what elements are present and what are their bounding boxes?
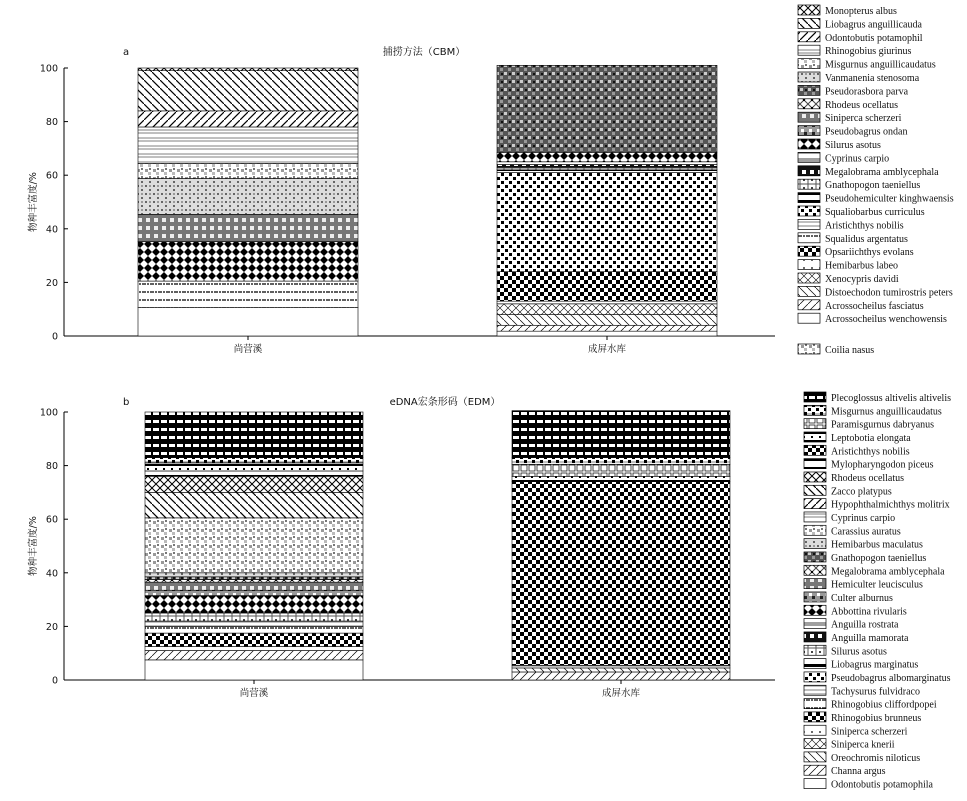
y-tick-label: 20 bbox=[45, 277, 58, 289]
legend-swatch bbox=[798, 260, 820, 270]
bar-segment bbox=[497, 325, 717, 331]
x-tick-label: 成屏水库 bbox=[587, 344, 627, 355]
bar-segment bbox=[145, 590, 363, 595]
bar-segment bbox=[138, 178, 358, 214]
legend-label: Aristichthys nobilis bbox=[825, 220, 904, 232]
legend-label: Pseudohemiculter kinghwaensis bbox=[825, 193, 954, 205]
legend-swatch bbox=[798, 313, 820, 323]
x-tick-label: 成屏水库 bbox=[601, 688, 641, 699]
panel-b bbox=[27, 392, 951, 791]
bar-segment bbox=[138, 163, 358, 178]
legend-label: Rhinogobius cliffordpopei bbox=[831, 699, 937, 711]
legend-swatch bbox=[804, 659, 826, 669]
legend-label: Monopterus albus bbox=[825, 6, 897, 17]
legend-label: Pseudorasbora parva bbox=[825, 86, 909, 98]
legend-label: Pseudobagrus ondan bbox=[825, 126, 908, 138]
bar-segment bbox=[512, 411, 730, 458]
legend-swatch bbox=[798, 112, 820, 122]
legend-swatch bbox=[804, 445, 826, 455]
legend-swatch bbox=[804, 779, 826, 789]
bar-segment bbox=[138, 242, 358, 281]
legend-label: Tachysurus fulvidraco bbox=[831, 686, 920, 698]
bar-segment bbox=[145, 633, 363, 646]
legend-label: Opsariichthys evolans bbox=[825, 247, 914, 259]
legend-swatch bbox=[804, 405, 826, 415]
panel-b-title: eDNA宏条形码（EDM） bbox=[389, 397, 501, 408]
legend-swatch bbox=[798, 179, 820, 189]
bar-segment bbox=[497, 331, 717, 336]
bar-segment bbox=[145, 596, 363, 613]
legend-swatch bbox=[798, 99, 820, 109]
legend-label: Hemibarbus labeo bbox=[825, 260, 899, 272]
bar-segment bbox=[497, 152, 717, 161]
legend-swatch bbox=[804, 632, 826, 642]
legend-swatch bbox=[804, 685, 826, 695]
bar-segment bbox=[145, 463, 363, 471]
legend-swatch bbox=[804, 459, 826, 469]
legend-swatch bbox=[804, 432, 826, 442]
bar-segment bbox=[138, 308, 358, 336]
legend-swatch bbox=[798, 126, 820, 136]
legend-label: Misgurnus anguillicaudatus bbox=[831, 406, 942, 418]
panel-a-title: 捕捞方法（CBM） bbox=[382, 47, 466, 58]
legend-label: Xenocypris davidi bbox=[825, 274, 899, 285]
y-tick-label: 60 bbox=[45, 170, 58, 182]
bar-segment bbox=[512, 482, 730, 666]
legend-label: Gnathopogon taeniellus bbox=[825, 180, 921, 192]
legend-swatch bbox=[804, 765, 826, 775]
legend-swatch bbox=[798, 286, 820, 296]
bar-segment bbox=[145, 621, 363, 626]
legend-label: Squaliobarbus curriculus bbox=[825, 207, 925, 218]
legend-label: Leptobotia elongata bbox=[831, 432, 911, 444]
y-tick-label: 40 bbox=[45, 224, 58, 236]
bar-segment bbox=[145, 651, 363, 660]
y-tick-label: 40 bbox=[45, 568, 58, 580]
legend-label: Misgurnus anguillicaudatus bbox=[825, 59, 936, 71]
bar-segment bbox=[138, 127, 358, 163]
bar-segment bbox=[497, 304, 717, 315]
legend-label: Aristichthys nobilis bbox=[831, 446, 910, 458]
legend-label: Mylopharyngodon piceus bbox=[831, 459, 934, 471]
legend-label: Anguilla mamorata bbox=[831, 632, 909, 644]
legend-swatch bbox=[804, 605, 826, 615]
bar-segment bbox=[145, 412, 363, 458]
bar-segment bbox=[512, 476, 730, 481]
legend-swatch bbox=[804, 579, 826, 589]
panel-b-legend bbox=[804, 392, 951, 791]
legend-swatch bbox=[804, 725, 826, 735]
legend-swatch bbox=[798, 72, 820, 82]
y-axis-label: 物种丰富度/% bbox=[28, 516, 39, 576]
bar-segment bbox=[497, 65, 717, 152]
legend-swatch bbox=[798, 273, 820, 283]
legend-label: Rhinogobius giurinus bbox=[825, 46, 912, 58]
bar-segment bbox=[145, 580, 363, 583]
bar-segment bbox=[138, 68, 358, 71]
legend-swatch bbox=[804, 525, 826, 535]
bar-segment bbox=[145, 582, 363, 590]
legend-swatch bbox=[804, 645, 826, 655]
panel-a-legend bbox=[798, 5, 954, 356]
legend-swatch bbox=[798, 18, 820, 28]
legend-label: Siniperca scherzeri bbox=[825, 113, 902, 125]
bar-segment bbox=[145, 577, 363, 580]
y-tick-label: 0 bbox=[51, 675, 58, 687]
legend-label: Distoechodon tumirostris peters bbox=[825, 287, 953, 299]
legend-label: Liobagrus marginatus bbox=[831, 659, 919, 671]
legend-swatch bbox=[804, 539, 826, 549]
legend-swatch bbox=[798, 59, 820, 69]
legend-label: Coilia nasus bbox=[825, 345, 875, 356]
y-tick-label: 0 bbox=[51, 331, 58, 343]
legend-label: Megalobrama amblycephala bbox=[831, 566, 945, 578]
legend-swatch bbox=[798, 246, 820, 256]
legend-label: Anguilla rostrata bbox=[831, 619, 899, 631]
bar-segment bbox=[145, 476, 363, 492]
legend-label: Silurus asotus bbox=[831, 646, 887, 658]
legend-swatch bbox=[804, 752, 826, 762]
bar-segment bbox=[138, 281, 358, 308]
legend-label: Gnathopogon taeniellus bbox=[831, 552, 927, 564]
legend-label: Megalobrama amblycephala bbox=[825, 166, 939, 178]
legend-swatch bbox=[798, 32, 820, 42]
legend-swatch bbox=[804, 485, 826, 495]
legend-label: Cyprinus carpio bbox=[825, 153, 890, 165]
legend-label: Rhodeus ocellatus bbox=[831, 472, 905, 484]
bar-segment bbox=[512, 665, 730, 668]
legend-swatch bbox=[798, 219, 820, 229]
bar-segment bbox=[145, 492, 363, 517]
legend-swatch bbox=[798, 206, 820, 216]
legend-swatch bbox=[798, 166, 820, 176]
bar-segment bbox=[138, 111, 358, 127]
panel-a-plot bbox=[27, 64, 775, 356]
legend-swatch bbox=[804, 419, 826, 429]
legend-label: Hemiculter leucisculus bbox=[831, 579, 923, 591]
bar-segment bbox=[145, 471, 363, 476]
bar-segment bbox=[512, 672, 730, 680]
legend-label: Odontobutis potamophila bbox=[831, 779, 933, 791]
bar-segment bbox=[145, 613, 363, 621]
legend-label: Odontobutis potamophil bbox=[825, 32, 923, 44]
y-tick-label: 100 bbox=[39, 63, 58, 75]
legend-label: Cyprinus carpio bbox=[831, 512, 896, 524]
bar-segment bbox=[497, 162, 717, 165]
legend-swatch bbox=[804, 712, 826, 722]
legend-label: Hemibarbus maculatus bbox=[831, 539, 923, 551]
legend-label: Paramisgurnus dabryanus bbox=[831, 419, 935, 431]
bar-segment bbox=[497, 170, 717, 173]
bar-segment bbox=[497, 167, 717, 170]
bar-segment bbox=[145, 647, 363, 651]
x-tick-label: 尚营溪 bbox=[233, 344, 263, 355]
legend-swatch bbox=[804, 392, 826, 402]
bar-segment bbox=[145, 626, 363, 633]
legend-label: Rhinogobius brunneus bbox=[831, 712, 922, 724]
legend-swatch bbox=[798, 233, 820, 243]
bar-segment bbox=[145, 660, 363, 680]
legend-label: Abbottina rivularis bbox=[831, 606, 907, 618]
legend-label: Oreochromis niloticus bbox=[831, 752, 921, 764]
legend-label: Silurus asotus bbox=[825, 140, 881, 151]
legend-label: Culter alburnus bbox=[831, 592, 893, 604]
bar-segment bbox=[497, 272, 717, 301]
legend-swatch bbox=[804, 472, 826, 482]
bar-segment bbox=[497, 173, 717, 272]
legend-label: Siniperca scherzeri bbox=[831, 726, 908, 738]
legend-swatch bbox=[798, 85, 820, 95]
legend-label: Vanmanenia stenosoma bbox=[825, 73, 920, 84]
legend-label: Carassius auratus bbox=[831, 526, 901, 538]
legend-label: Plecoglossus altivelis altivelis bbox=[831, 393, 951, 404]
legend-label: Zacco platypus bbox=[831, 486, 892, 498]
panel-a-label: a bbox=[123, 47, 130, 58]
legend-label: Rhodeus ocellatus bbox=[825, 99, 899, 111]
panel-b-label: b bbox=[123, 397, 130, 408]
bar-segment bbox=[497, 315, 717, 326]
legend-label: Acrossocheilus fasciatus bbox=[825, 300, 924, 312]
bar-segment bbox=[512, 458, 730, 465]
panel-a bbox=[27, 5, 954, 356]
legend-label: Siniperca knerii bbox=[831, 739, 895, 751]
legend-swatch bbox=[798, 152, 820, 162]
legend-swatch bbox=[804, 672, 826, 682]
bar-segment bbox=[145, 458, 363, 463]
bar-segment bbox=[145, 518, 363, 573]
y-tick-label: 100 bbox=[39, 407, 58, 419]
legend-swatch bbox=[804, 739, 826, 749]
legend-swatch bbox=[804, 499, 826, 509]
bar-segment bbox=[512, 464, 730, 476]
legend-swatch bbox=[798, 5, 820, 15]
bar-segment bbox=[512, 668, 730, 672]
y-tick-label: 80 bbox=[45, 461, 58, 473]
y-axis-label: 物种丰富度/% bbox=[28, 172, 39, 232]
legend-swatch bbox=[804, 512, 826, 522]
legend-swatch bbox=[804, 552, 826, 562]
legend-swatch bbox=[804, 592, 826, 602]
legend-swatch bbox=[798, 300, 820, 310]
legend-swatch bbox=[798, 193, 820, 203]
legend-label: Acrossocheilus wenchowensis bbox=[825, 314, 947, 326]
legend-swatch bbox=[798, 344, 820, 354]
y-tick-label: 80 bbox=[45, 117, 58, 129]
bar-segment bbox=[497, 164, 717, 167]
panel-b-plot bbox=[27, 408, 775, 700]
x-tick-label: 尚营溪 bbox=[239, 688, 269, 699]
legend-swatch bbox=[798, 139, 820, 149]
bar-segment bbox=[138, 71, 358, 111]
legend-label: Channa argus bbox=[831, 766, 886, 778]
bar-segment bbox=[145, 573, 363, 577]
y-tick-label: 60 bbox=[45, 514, 58, 526]
legend-swatch bbox=[798, 45, 820, 55]
bar-segment bbox=[138, 214, 358, 241]
legend-swatch bbox=[804, 699, 826, 709]
bar-segment bbox=[497, 301, 717, 304]
y-tick-label: 20 bbox=[45, 621, 58, 633]
legend-label: Hypophthalmichthys molitrix bbox=[831, 499, 950, 511]
legend-swatch bbox=[804, 619, 826, 629]
legend-label: Liobagrus anguillicauda bbox=[825, 19, 922, 31]
legend-label: Squalidus argentatus bbox=[825, 233, 908, 245]
legend-swatch bbox=[804, 565, 826, 575]
legend-label: Pseudobagrus albomarginatus bbox=[831, 672, 951, 684]
